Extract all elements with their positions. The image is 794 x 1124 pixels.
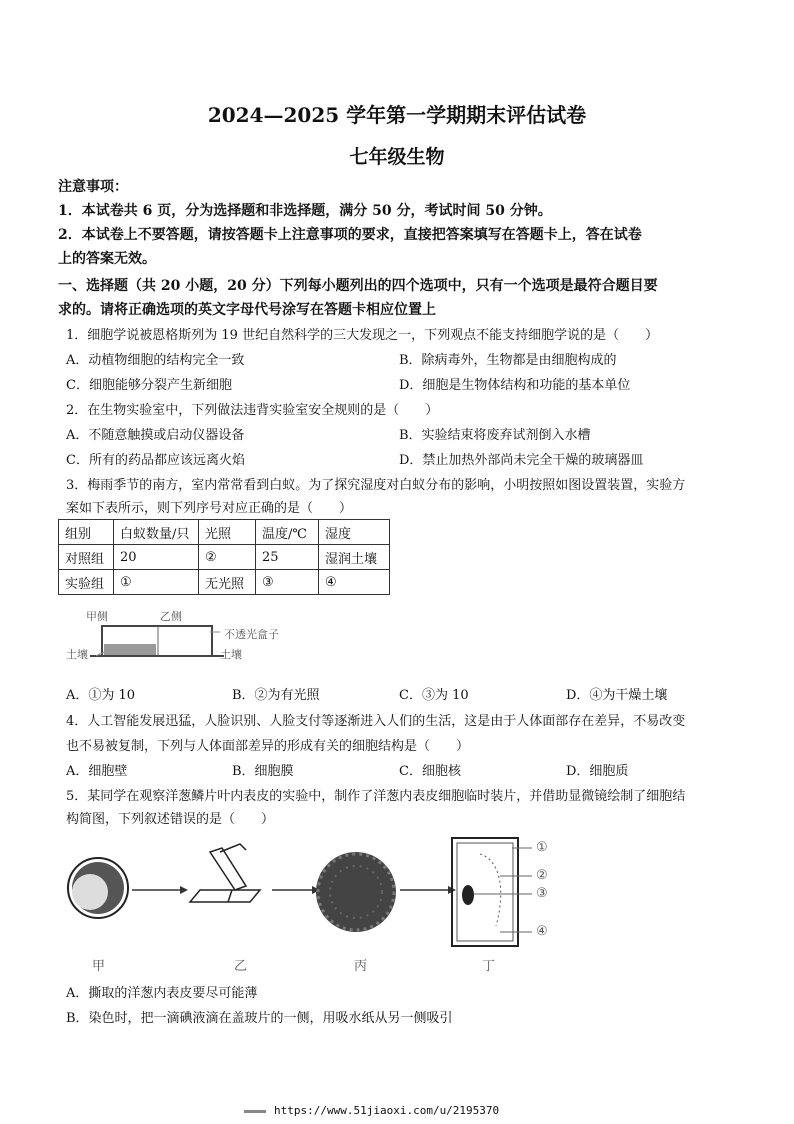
q3-option-c: C．③为 10 — [399, 688, 469, 703]
q2-option-c: C．所有的药品都应该远离火焰 — [66, 453, 245, 468]
notice-item: 2．本试卷上不要答题，请按答题卡上注意事项的要求，直接把答案填写在答题卡上，答在试卷 — [58, 227, 642, 243]
cell-label: ③ — [536, 886, 548, 901]
cell-diagram — [452, 838, 532, 946]
cell-label: ④ — [536, 924, 548, 939]
q1-option-d: D．细胞是生物体结构和功能的基本单位 — [399, 378, 631, 393]
experiment-table — [58, 519, 390, 595]
figure-label-yi: 乙侧 — [160, 610, 182, 623]
table-row — [59, 545, 390, 570]
question-3-stem: 3．梅雨季节的南方，室内常常看到白蚁。为了探究湿度对白蚁分布的影响，小明按照如图设置装置，实验方 — [66, 478, 686, 493]
q3-option-b: B．②为有光照 — [232, 688, 320, 703]
question-5-stem: 5．某同学在观察洋葱鳞片叶内表皮的实验中，制作了洋葱内表皮细胞临时装片，并借助显微镜绘制了细胞结 — [66, 789, 686, 804]
q4-option-a: A．细胞壁 — [66, 764, 128, 779]
onion-illustration — [68, 858, 128, 918]
figure-caption-bing: 丙 — [354, 959, 368, 974]
table-cell: ② — [199, 545, 256, 570]
table-cell: 实验组 — [59, 570, 114, 595]
soil-fill — [104, 644, 156, 655]
table-cell: ③ — [256, 570, 319, 595]
table-header-row — [59, 520, 390, 545]
page-title: 2024—2025 学年第一学期期末评估试卷 — [207, 103, 587, 127]
figure-caption-yi: 乙 — [234, 959, 248, 974]
question-4-stem-cont: 也不易被复制，下列与人体面部差异的形成有关的细胞结构是（ ） — [66, 739, 470, 754]
figure-caption-jia: 甲 — [92, 959, 106, 974]
table-cell: 对照组 — [59, 545, 114, 570]
q2-option-d: D．禁止加热外部尚未完全干燥的玻璃器皿 — [399, 453, 644, 468]
question-5-stem-cont: 构简图，下列叙述错误的是（ ） — [66, 812, 275, 827]
q1-option-b: B．除病毒外，生物都是由细胞构成的 — [399, 353, 617, 368]
figure-label-soil-right: 土壤 — [220, 648, 242, 661]
table-cell: 无光照 — [199, 570, 256, 595]
cell-label: ② — [536, 868, 548, 883]
table-cell: 25 — [256, 545, 319, 570]
table-header-cell: 温度/℃ — [256, 520, 319, 545]
question-3-stem-cont: 案如下表所示，则下列序号对应正确的是（ ） — [66, 501, 353, 516]
tweezers-illustration — [190, 844, 260, 902]
cell-label: ① — [536, 840, 548, 855]
table-header-cell: 光照 — [199, 520, 256, 545]
table-cell: ④ — [319, 570, 390, 595]
q2-option-a: A．不随意触摸或启动仪器设备 — [66, 428, 245, 443]
q5-option-a: A．撕取的洋葱内表皮要尽可能薄 — [66, 986, 258, 1001]
table-row — [59, 570, 390, 595]
q3-option-d: D．④为干燥土壤 — [566, 688, 668, 703]
q4-option-c: C．细胞核 — [399, 764, 461, 779]
section-heading-cont: 求的。请将正确选项的英文字母代号涂写在答题卡相应位置上 — [58, 302, 436, 318]
q2-option-b: B．实验结束将废弃试剂倒入水槽 — [399, 428, 591, 443]
notice-heading: 注意事项： — [58, 179, 128, 195]
section-heading: 一、选择题（共 20 小题，20 分）下列每小题列出的四个选项中，只有一个选项是最符合题目要 — [58, 278, 658, 294]
table-header-cell: 湿度 — [319, 520, 390, 545]
q4-option-b: B．细胞膜 — [232, 764, 294, 779]
onion-experiment-figure — [60, 830, 580, 955]
arrowhead — [180, 886, 188, 894]
figure-label-soil-left: 土壤 — [66, 648, 88, 661]
notice-item: 1．本试卷共 6 页，分为选择题和非选择题，满分 50 分，考试时间 50 分钟。 — [58, 203, 552, 219]
question-1-stem: 1．细胞学说被恩格斯列为 19 世纪自然科学的三大发现之一，下列观点不能支持细胞学说的是（ ） — [66, 328, 659, 343]
figure-label-box: 不透光盒子 — [224, 628, 279, 641]
table-header-cell: 白蚁数量/只 — [114, 520, 199, 545]
page-subtitle: 七年级生物 — [349, 146, 445, 168]
table-cell: 湿润土壤 — [319, 545, 390, 570]
q4-option-d: D．细胞质 — [566, 764, 629, 779]
footer-url[interactable]: https://www.51jiaoxi.com/u/2195370 — [274, 1104, 500, 1117]
q3-option-a: A．①为 10 — [66, 688, 136, 703]
q1-option-a: A．动植物细胞的结构完全一致 — [66, 353, 245, 368]
figure-label-jia: 甲侧 — [86, 610, 108, 623]
footer-logo-mark — [244, 1110, 266, 1113]
figure-caption-ding: 丁 — [482, 959, 496, 974]
table-header-cell: 组别 — [59, 520, 114, 545]
table-cell: 20 — [114, 545, 199, 570]
q1-option-c: C．细胞能够分裂产生新细胞 — [66, 378, 232, 393]
question-2-stem: 2．在生物实验室中，下列做法违背实验室安全规则的是（ ） — [66, 403, 439, 418]
q5-option-b: B．染色时，把一滴碘液滴在盖玻片的一侧，用吸水纸从另一侧吸引 — [66, 1011, 453, 1026]
notice-item: 上的答案无效。 — [58, 251, 156, 267]
table-cell: ① — [114, 570, 199, 595]
microscope-view-illustration — [316, 852, 396, 932]
question-4-stem: 4．人工智能发展迅猛，人脸识别、人脸支付等逐渐进入人们的生活，这是由于人体面部存在差异，不易改变 — [66, 714, 686, 729]
